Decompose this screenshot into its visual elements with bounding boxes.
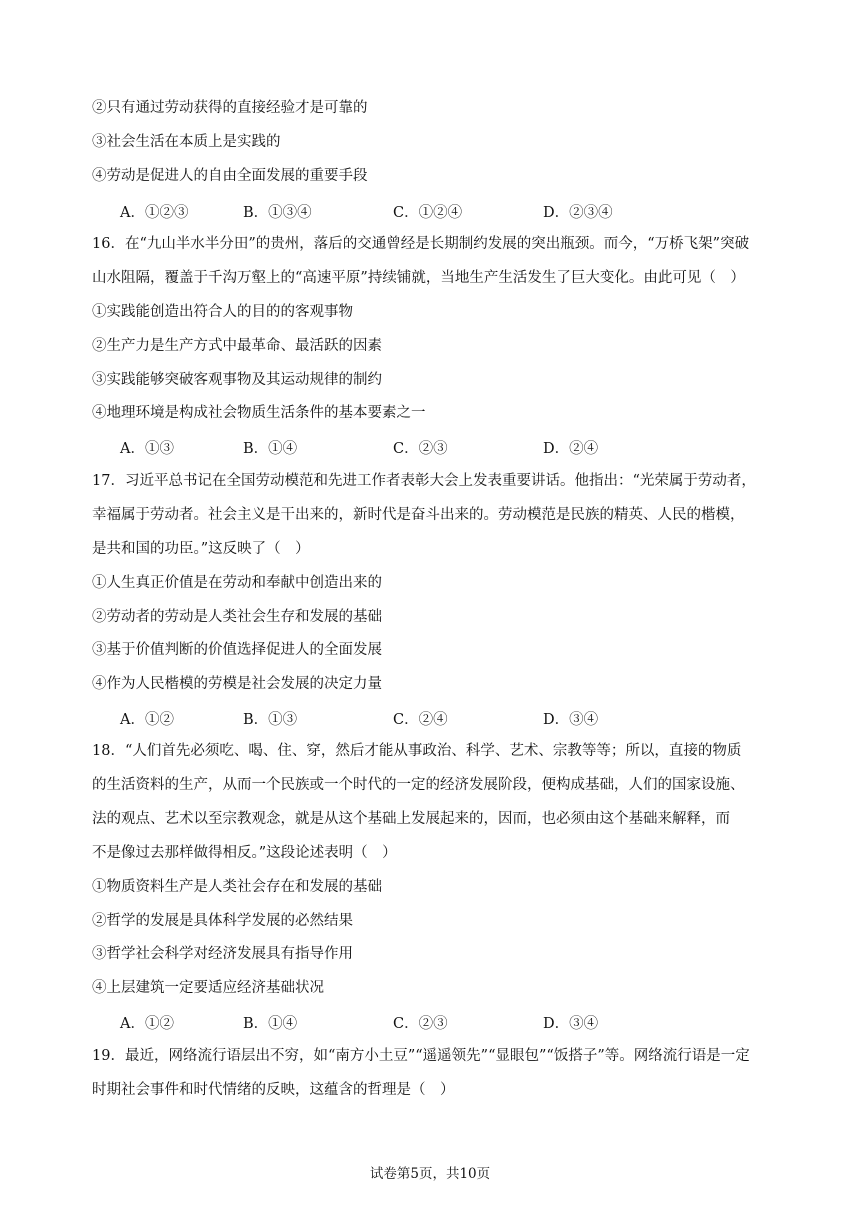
q16-statement-3: ③实践能够突破客观事物及其运动规律的制约 bbox=[92, 372, 382, 388]
q17-options bbox=[120, 708, 760, 728]
q16-option-b: B．①④ bbox=[243, 441, 298, 457]
q17-option-c: C．②④ bbox=[393, 712, 448, 728]
page-footer: 试卷第5页，共10页 bbox=[369, 1166, 491, 1182]
q17-stem-line-2: 幸福属于劳动者。社会主义是干出来的，新时代是奋斗出来的。劳动模范是民族的精英、人民的楷模， bbox=[92, 507, 745, 523]
q18-option-b: B．①④ bbox=[243, 1016, 298, 1032]
q18-stem-line-2: 的生活资料的生产，从而一个民族或一个时代的一定的经济发展阶段，便构成基础，人们的国家设施、 bbox=[92, 777, 745, 793]
q16-stem-line-1: 16．在“九山半水半分田”的贵州，落后的交通曾经是长期制约发展的突出瓶颈。而今，“万桥飞架”突破 bbox=[92, 236, 750, 252]
q18-statement-2: ②哲学的发展是具体科学发展的必然结果 bbox=[92, 913, 353, 929]
q16-stem-line-2: 山水阻隔，覆盖于千沟万壑上的“高速平原”持续铺就，当地生产生活发生了巨大变化。由此可见（ ） bbox=[92, 270, 745, 286]
q16-option-c: C．②③ bbox=[393, 441, 448, 457]
q15-options bbox=[120, 201, 760, 221]
q17-stem-line-1: 17．习近平总书记在全国劳动模范和先进工作者表彰大会上发表重要讲话。他指出：“光荣属于劳动者， bbox=[92, 473, 756, 489]
q15-statement-3: ③社会生活在本质上是实践的 bbox=[92, 134, 281, 150]
q18-statement-1: ①物质资料生产是人类社会存在和发展的基础 bbox=[92, 879, 382, 895]
q17-option-a: A．①② bbox=[120, 712, 174, 728]
q19-stem-line-1: 19．最近，网络流行语层出不穷，如“南方小土豆”“遥遥领先”“显眼包”“饭搭子”等。网络流行语是一定 bbox=[92, 1048, 750, 1064]
q18-option-c: C．②③ bbox=[393, 1016, 448, 1032]
q17-stem-line-3: 是共和国的功臣。”这反映了（ ） bbox=[92, 541, 310, 557]
q16-statement-4: ④地理环境是构成社会物质生活条件的基本要素之一 bbox=[92, 405, 426, 421]
q15-statement-4: ④劳动是促进人的自由全面发展的重要手段 bbox=[92, 168, 368, 184]
q16-option-a: A．①③ bbox=[120, 441, 174, 457]
q18-stem-line-1: 18．“人们首先必须吃、喝、住、穿，然后才能从事政治、科学、艺术、宗教等等；所以，直接的物质 bbox=[92, 743, 742, 759]
q18-statement-4: ④上层建筑一定要适应经济基础状况 bbox=[92, 980, 324, 996]
q17-option-b: B．①③ bbox=[243, 712, 298, 728]
q17-statement-4: ④作为人民楷模的劳模是社会发展的决定力量 bbox=[92, 676, 382, 692]
q18-options bbox=[120, 1012, 760, 1032]
q17-statement-3: ③基于价值判断的价值选择促进人的全面发展 bbox=[92, 642, 382, 658]
q17-statement-1: ①人生真正价值是在劳动和奉献中创造出来的 bbox=[92, 575, 382, 591]
q17-statement-2: ②劳动者的劳动是人类社会生存和发展的基础 bbox=[92, 609, 382, 625]
q18-stem-line-4: 不是像过去那样做得相反。”这段论述表明（ ） bbox=[92, 845, 397, 861]
q18-option-a: A．①② bbox=[120, 1016, 174, 1032]
q19-stem-line-2: 时期社会事件和时代情绪的反映，这蕴含的哲理是（ ） bbox=[92, 1082, 455, 1098]
q18-option-d: D．③④ bbox=[543, 1016, 599, 1032]
q15-statement-2: ②只有通过劳动获得的直接经验才是可靠的 bbox=[92, 100, 368, 116]
q15-option-c: C．①②④ bbox=[393, 205, 463, 221]
q18-stem-line-3: 法的观点、艺术以至宗教观念，就是从这个基础上发展起来的，因而，也必须由这个基础来解释，而 bbox=[92, 811, 730, 827]
q18-statement-3: ③哲学社会科学对经济发展具有指导作用 bbox=[92, 946, 353, 962]
q16-statement-1: ①实践能创造出符合人的目的的客观事物 bbox=[92, 304, 353, 320]
q16-statement-2: ②生产力是生产方式中最革命、最活跃的因素 bbox=[92, 338, 382, 354]
q15-option-a: A．①②③ bbox=[120, 205, 189, 221]
q15-option-d: D．②③④ bbox=[543, 205, 613, 221]
q16-options bbox=[120, 437, 760, 457]
q15-option-b: B．①③④ bbox=[243, 205, 312, 221]
q16-option-d: D．②④ bbox=[543, 441, 599, 457]
q17-option-d: D．③④ bbox=[543, 712, 599, 728]
